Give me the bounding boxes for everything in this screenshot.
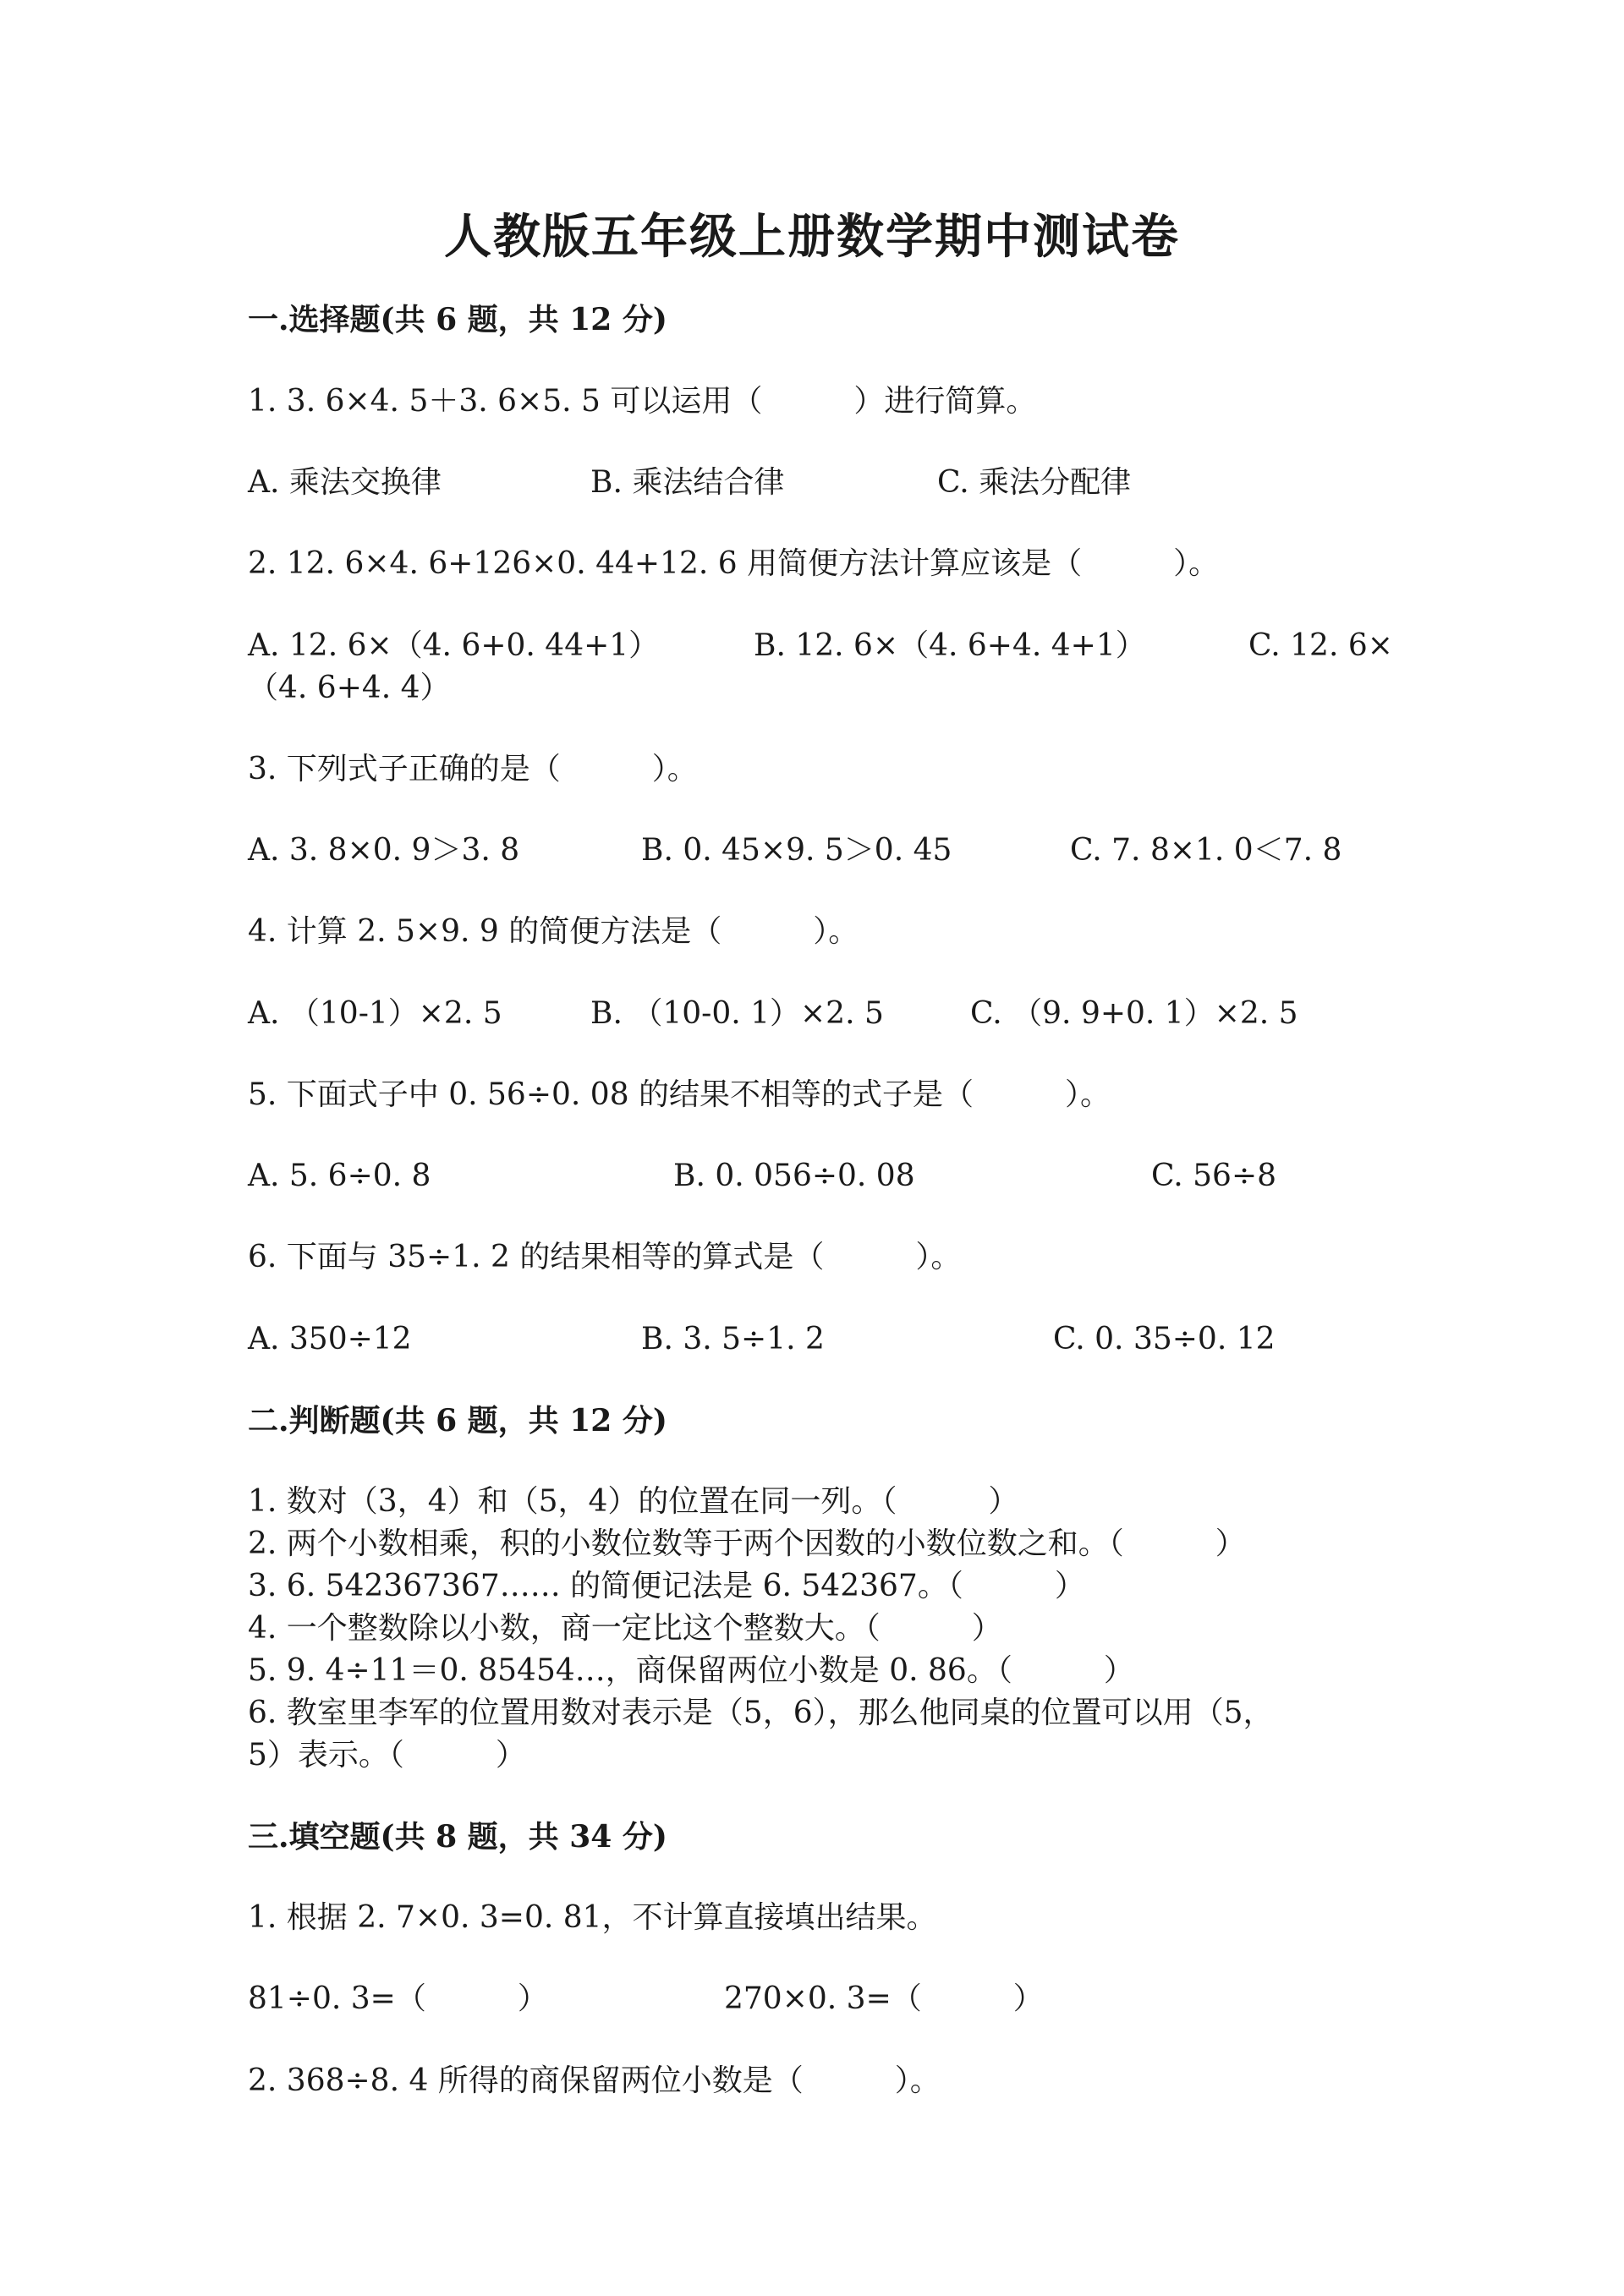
question-stem: 2. 12. 6×4. 6+126×0. 44+12. 6 用简便方法计算应该是（ ）。 [248,546,1220,581]
section-heading-judge: 二.判断题(共 6 题，共 12 分) [248,1403,667,1438]
option-a: A. （10-1）×2. 5 [248,996,502,1031]
option-c: C. 12. 6× [1248,628,1393,663]
option-c: C. （9. 9+0. 1）×2. 5 [970,996,1298,1031]
question-stem: 6. 下面与 35÷1. 2 的结果相等的算式是（ ）。 [248,1240,962,1274]
option-b: B. 3. 5÷1. 2 [641,1322,825,1356]
option-c-continued: （4. 6+4. 4） [248,671,451,705]
option-a: A. 乘法交换律 [248,465,442,500]
judge-item-continued: 5）表示。（ ） [248,1738,526,1773]
option-c: C. 56÷8 [1151,1159,1277,1193]
judge-item: 6. 教室里李军的位置用数对表示是（5，6），那么他同桌的位置可以用（5， [248,1696,1274,1730]
option-c: C. 乘法分配律 [937,465,1132,500]
question-stem: 1. 根据 2. 7×0. 3=0. 81，不计算直接填出结果。 [248,1900,937,1935]
option-b: B. 12. 6×（4. 6+4. 4+1） [754,628,1146,663]
option-b: B. 0. 45×9. 5＞0. 45 [641,833,952,868]
option-b: B. （10-0. 1）×2. 5 [590,996,884,1031]
option-a: A. 12. 6×（4. 6+0. 44+1） [248,628,660,663]
question-stem: 5. 下面式子中 0. 56÷0. 08 的结果不相等的式子是（ ）。 [248,1077,1111,1112]
option-c: C. 0. 35÷0. 12 [1053,1322,1276,1356]
fill-blank-item: 81÷0. 3=（ ） [248,1981,548,2016]
judge-item: 3. 6. 542367367…… 的简便记法是 6. 542367。（ ） [248,1569,1085,1603]
question-stem: 3. 下列式子正确的是（ ）。 [248,752,698,786]
judge-item: 4. 一个整数除以小数，商一定比这个整数大。（ ） [248,1611,1002,1646]
judge-item: 1. 数对（3，4）和（5，4）的位置在同一列。（ ） [248,1484,1019,1519]
judge-item: 5. 9. 4÷11＝0. 85454…，商保留两位小数是 0. 86。（ ） [248,1653,1134,1688]
option-c: C. 7. 8×1. 0＜7. 8 [1070,833,1342,868]
section-heading-choice: 一.选择题(共 6 题，共 12 分) [248,302,667,337]
fill-blank-item: 270×0. 3=（ ） [724,1981,1044,2016]
option-a: A. 5. 6÷0. 8 [248,1159,431,1193]
question-stem: 4. 计算 2. 5×9. 9 的简便方法是（ ）。 [248,914,859,949]
option-b: B. 乘法结合律 [590,465,785,500]
question-stem: 2. 368÷8. 4 所得的商保留两位小数是（ ）。 [248,2063,941,2098]
option-b: B. 0. 056÷0. 08 [673,1159,915,1193]
page-title: 人教版五年级上册数学期中测试卷 [444,209,1180,265]
judge-item: 2. 两个小数相乘，积的小数位数等于两个因数的小数位数之和。（ ） [248,1526,1246,1561]
option-a: A. 3. 8×0. 9＞3. 8 [248,833,520,868]
option-a: A. 350÷12 [248,1322,412,1356]
section-heading-fill: 三.填空题(共 8 题，共 34 分) [248,1819,667,1855]
question-stem: 1. 3. 6×4. 5＋3. 6×5. 5 可以运用（ ）进行简算。 [248,384,1037,419]
